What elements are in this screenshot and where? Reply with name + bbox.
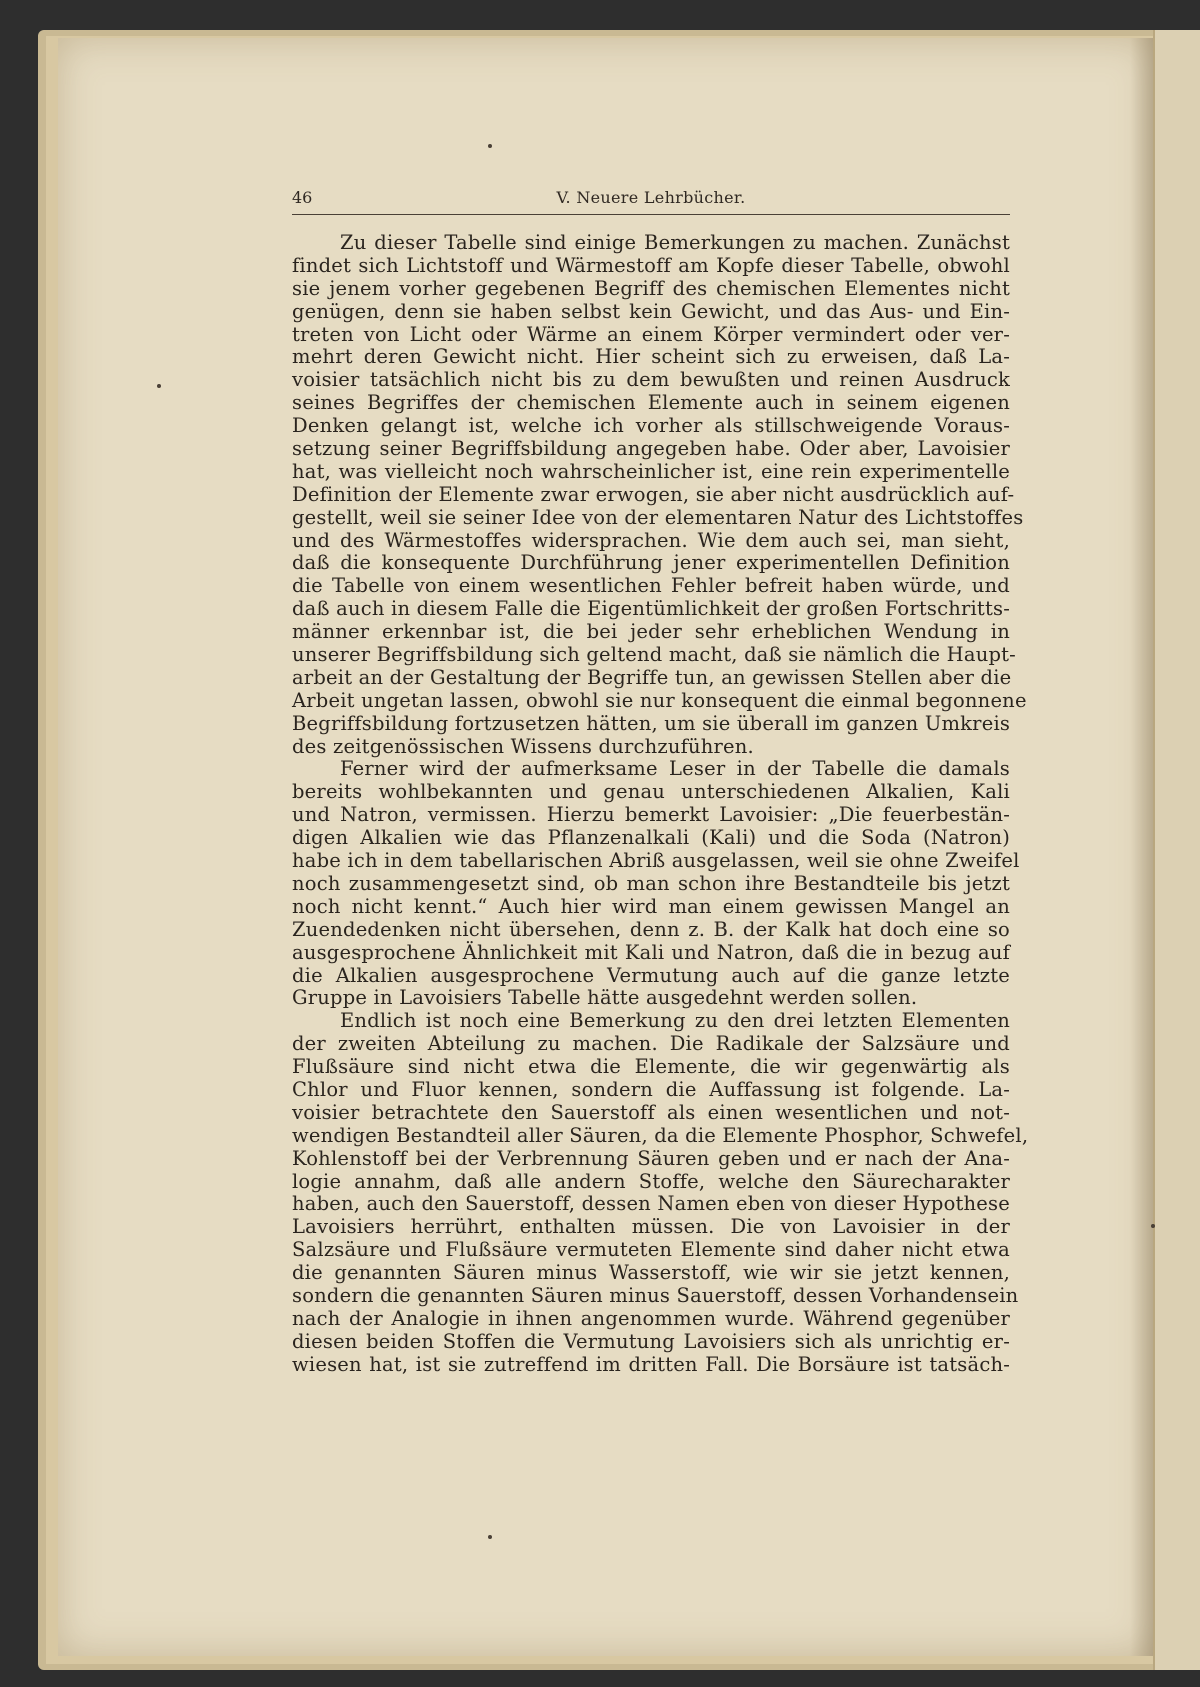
text-line: habe ich in dem tabellarischen Abriß ausgelassen, weil sie ohne Zweifel: [292, 849, 1020, 873]
page-header: [292, 188, 1010, 215]
text-line: Zu dieser Tabelle sind einige Bemerkungen zu machen. Zunächst: [340, 231, 1010, 254]
text-line: Chlor und Fluor kennen, sondern die Auffassung ist folgende. La-: [292, 1077, 1010, 1101]
text-line: haben, auch den Sauerstoff, dessen Namen eben von dieser Hypothese: [292, 1192, 1010, 1216]
text-line: voisier betrachtete den Sauerstoff als einen wesentlichen und not-: [292, 1100, 1010, 1124]
text-line: Ferner wird der aufmerksame Leser in der Tabelle die damals: [340, 757, 1010, 781]
text-line: seines Begriffes der chemischen Elemente auch in seinem eigenen: [292, 391, 1010, 415]
text-line: Zuendedenken nicht übersehen, denn z. B. der Kalk hat doch eine so: [292, 917, 1010, 941]
text-line: und Natron, vermissen. Hierzu bemerkt Lavoisier: „Die feuerbestän-: [292, 803, 1010, 827]
text-line: die Alkalien ausgesprochene Vermutung auch auf die ganze letzte: [292, 963, 1010, 987]
text-line: die Tabelle von einem wesentlichen Fehler befreit haben würde, und: [292, 574, 1010, 598]
text-line: mehrt deren Gewicht nicht. Hier scheint sich zu erweisen, daß La-: [292, 345, 1010, 369]
text-line: Arbeit ungetan lassen, obwohl sie nur konsequent die einmal begonnene: [292, 688, 1027, 712]
text-line: Gruppe in Lavoisiers Tabelle hätte ausgedehnt werden sollen.: [292, 986, 918, 1010]
text-line: logie annahm, daß alle andern Stoffe, welche den Säurecharakter: [292, 1169, 1010, 1193]
text-line: Denken gelangt ist, welche ich vorher als stillschweigende Voraus-: [292, 414, 1010, 438]
facing-page-edge: [1153, 30, 1200, 1670]
gutter-shadow: [1130, 38, 1154, 1656]
text-line: findet sich Lichtstoff und Wärmestoff am Kopfe dieser Tabelle, obwohl: [292, 253, 1010, 277]
text-line: daß die konsequente Durchführung jener experimentellen Definition: [292, 551, 1010, 575]
text-line: sie jenem vorher gegebenen Begriff des chemischen Elementes nicht: [292, 276, 1010, 300]
text-line: daß auch in diesem Falle die Eigentümlichkeit der großen Fortschritts-: [292, 597, 1010, 621]
text-line: der zweiten Abteilung zu machen. Die Radikale der Salzsäure und: [292, 1032, 1010, 1056]
text-line: Kohlenstoff bei der Verbrennung Säuren geben und er nach der Ana-: [292, 1146, 1010, 1170]
running-head: V. Neuere Lehrbücher.: [556, 188, 746, 207]
text-line: voisier tatsächlich nicht bis zu dem bewußten und reinen Ausdruck: [292, 368, 1010, 392]
text-line: Lavoisiers herrührt, enthalten müssen. Die von Lavoisier in der: [292, 1215, 1010, 1239]
text-line: hat, was vielleicht noch wahrscheinlicher ist, eine rein experimentelle: [292, 459, 1010, 483]
text-line: Begriffsbildung fortzusetzen hätten, um sie überall im ganzen Umkreis: [292, 711, 1011, 735]
text-line: treten von Licht oder Wärme an einem Körper vermindert oder ver-: [292, 322, 1010, 346]
text-line: ausgesprochene Ähnlichkeit mit Kali und Natron, daß die in bezug auf: [292, 940, 1010, 964]
text-line: genügen, denn sie haben selbst kein Gewicht, und das Aus- und Ein-: [292, 299, 1010, 323]
text-line: Endlich ist noch eine Bemerkung zu den drei letzten Elementen: [340, 1009, 1010, 1033]
ink-speck: [488, 1535, 492, 1539]
text-line: noch nicht kennt.“ Auch hier wird man einem gewissen Mangel an: [292, 894, 1010, 918]
text-line: des zeitgenössischen Wissens durchzuführen.: [292, 734, 754, 758]
text-line: und des Wärmestoffes widersprachen. Wie dem auch sei, man sieht,: [292, 528, 1010, 552]
text-line: sondern die genannten Säuren minus Sauerstoff, dessen Vorhandensein: [292, 1283, 1019, 1307]
text-line: wendigen Bestandteil aller Säuren, da die Elemente Phosphor, Schwefel,: [292, 1123, 1029, 1147]
ink-speck: [157, 384, 161, 388]
text-line: digen Alkalien wie das Pflanzenalkali (Kali) und die Soda (Natron): [292, 826, 1010, 850]
text-line: bereits wohlbekannten und genau unterschiedenen Alkalien, Kali: [292, 780, 1010, 804]
text-line: Definition der Elemente zwar erwogen, sie aber nicht ausdrücklich auf-: [292, 482, 1015, 506]
text-line: setzung seiner Begriffsbildung angegeben habe. Oder aber, Lavoisier: [292, 437, 1010, 461]
text-line: arbeit an der Gestaltung der Begriffe tun, an gewissen Stellen aber die: [292, 665, 1012, 689]
text-line: gestellt, weil sie seiner Idee von der elementaren Natur des Lichtstoffes: [292, 505, 1024, 529]
text-line: diesen beiden Stoffen die Vermutung Lavoisiers sich als unrichtig er-: [292, 1329, 1010, 1353]
text-line: Salzsäure und Flußsäure vermuteten Elemente sind daher nicht etwa: [292, 1238, 1010, 1262]
page-number: 46: [292, 188, 313, 207]
text-line: männer erkennbar ist, die bei jeder sehr erheblichen Wendung in: [292, 620, 1010, 644]
ink-speck: [1151, 1224, 1155, 1228]
text-line: noch zusammengesetzt sind, ob man schon ihre Bestandteile bis jetzt: [292, 871, 1010, 895]
text-line: die genannten Säuren minus Wasserstoff, wie wir sie jetzt kennen,: [292, 1261, 1010, 1285]
text-line: wiesen hat, ist sie zutreffend im dritten Fall. Die Borsäure ist tatsäch-: [292, 1352, 1010, 1376]
text-line: unserer Begriffsbildung sich geltend macht, daß sie nämlich die Haupt-: [292, 643, 1016, 667]
body-text: [292, 231, 1029, 1377]
text-line: Flußsäure sind nicht etwa die Elemente, die wir gegenwärtig als: [292, 1055, 1010, 1079]
text-line: nach der Analogie in ihnen angenommen wurde. Während gegenüber: [292, 1306, 1010, 1330]
ink-speck: [488, 144, 492, 148]
